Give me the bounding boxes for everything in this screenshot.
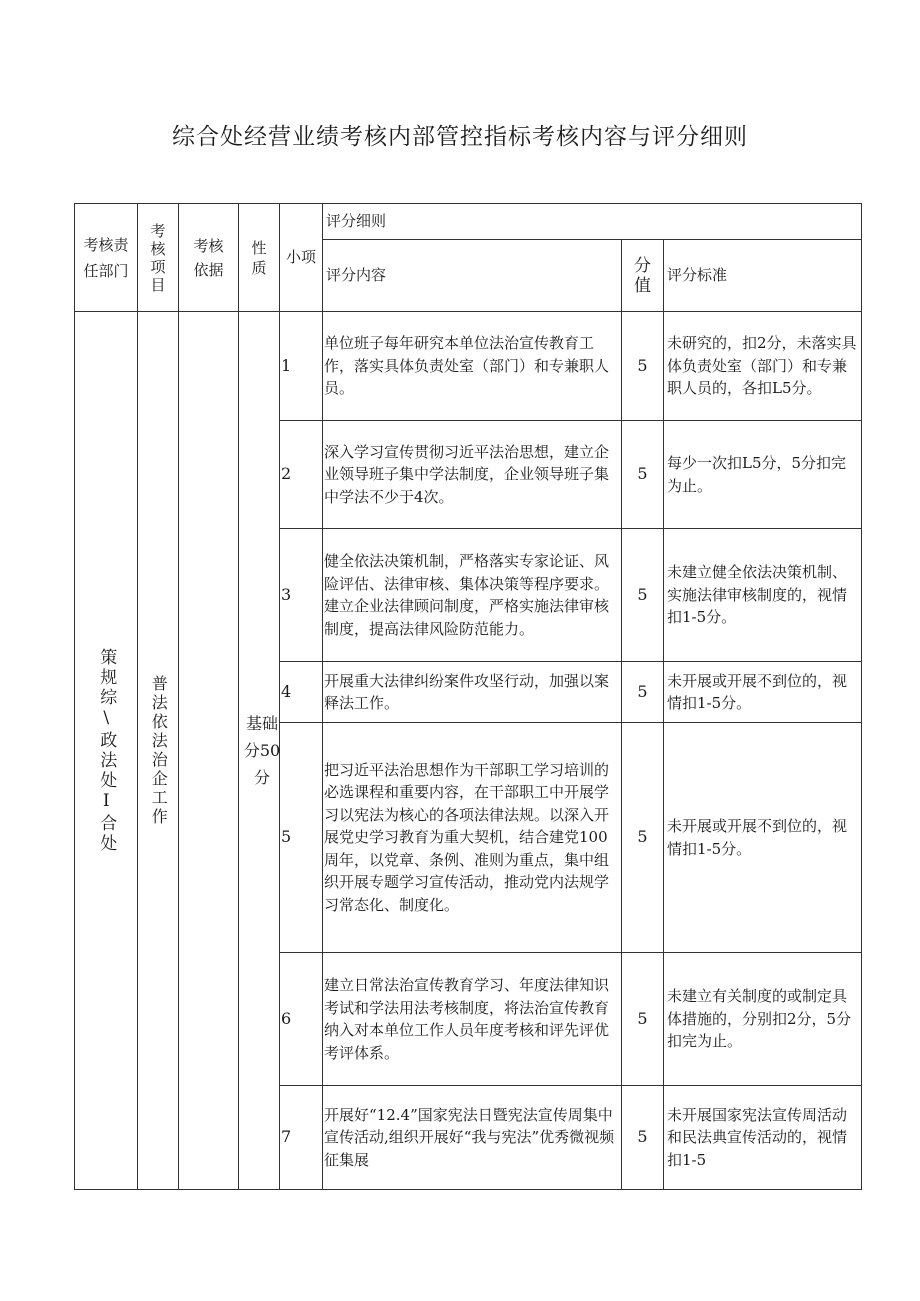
page-title: 综合处经营业绩考核内部管控指标考核内容与评分细则 <box>172 124 748 150</box>
row-score: 5 <box>622 529 664 662</box>
scoring-table <box>74 203 862 1190</box>
nature-cell: 基础分50分 <box>239 312 280 1190</box>
row-standard: 未开展国家宪法宣传周活动和民法典宣传活动的，视情扣1-5 <box>664 1086 862 1190</box>
header-basis: 考核依据 <box>179 204 239 312</box>
row-score: 5 <box>622 953 664 1086</box>
dept-cell: 策规综\政法处I合处 <box>75 312 138 1190</box>
header-sub: 小项 <box>280 204 323 312</box>
row-standard: 未开展或开展不到位的，视情扣1-5分。 <box>664 662 862 723</box>
header-item: 考核项目 <box>138 204 179 312</box>
row-standard: 未建立有关制度的或制定具体措施的，分别扣2分，5分扣完为止。 <box>664 953 862 1086</box>
header-dept: 考核责任部门 <box>75 204 138 312</box>
row-content: 健全依法决策机制，严格落实专家论证、风险评估、法律审核、集体决策等程序要求。建立企业法律顾问制度，严格实施法律审核制度，提高法律风险防范能力。 <box>323 529 622 662</box>
row-no: 2 <box>280 421 323 529</box>
row-content: 把习近平法治思想作为干部职工学习培训的必选课程和重要内容，在干部职工中开展学习以宪法为核心的各项法律法规。以深入开展党史学习教育为重大契机，结合建党100周年，以党章、条例、准则为重点，集中组织开展专题学习宣传活动，推动党内法规学习常态化、制度化。 <box>323 723 622 953</box>
row-no: 3 <box>280 529 323 662</box>
header-nature: 性质 <box>239 204 280 312</box>
row-no: 6 <box>280 953 323 1086</box>
row-standard: 每少一次扣L5分，5分扣完为止。 <box>664 421 862 529</box>
row-standard: 未建立健全依法决策机制、实施法律审核制度的，视情扣1-5分。 <box>664 529 862 662</box>
row-content: 开展好“12.4”国家宪法日暨宪法宣传周集中宣传活动,组织开展好“我与宪法”优秀微视频征集展 <box>323 1086 622 1190</box>
item-cell: 普法依法治企工作 <box>138 312 179 1190</box>
basis-cell <box>179 312 239 1190</box>
row-content: 深入学习宣传贯彻习近平法治思想，建立企业领导班子集中学法制度，企业领导班子集中学法不少于4次。 <box>323 421 622 529</box>
header-standard: 评分标准 <box>664 240 862 312</box>
row-no: 5 <box>280 723 323 953</box>
row-score: 5 <box>622 723 664 953</box>
header-score: 分值 <box>622 240 664 312</box>
row-no: 7 <box>280 1086 323 1190</box>
row-no: 4 <box>280 662 323 723</box>
row-score: 5 <box>622 1086 664 1190</box>
row-score: 5 <box>622 662 664 723</box>
header-detail: 评分细则 <box>323 204 862 240</box>
row-no: 1 <box>280 312 323 421</box>
row-score: 5 <box>622 421 664 529</box>
row-content: 建立日常法治宣传教育学习、年度法律知识考试和学法用法考核制度，将法治宣传教育纳入对本单位工作人员年度考核和评先评优考评体系。 <box>323 953 622 1086</box>
row-standard: 未开展或开展不到位的，视情扣1-5分。 <box>664 723 862 953</box>
row-content: 单位班子每年研究本单位法治宣传教育工作，落实具体负责处室（部门）和专兼职人员。 <box>323 312 622 421</box>
header-content: 评分内容 <box>323 240 622 312</box>
table-row <box>75 312 862 421</box>
row-standard: 未研究的，扣2分，未落实具体负责处室（部门）和专兼职人员的，各扣L5分。 <box>664 312 862 421</box>
row-score: 5 <box>622 312 664 421</box>
row-content: 开展重大法律纠纷案件攻坚行动，加强以案释法工作。 <box>323 662 622 723</box>
